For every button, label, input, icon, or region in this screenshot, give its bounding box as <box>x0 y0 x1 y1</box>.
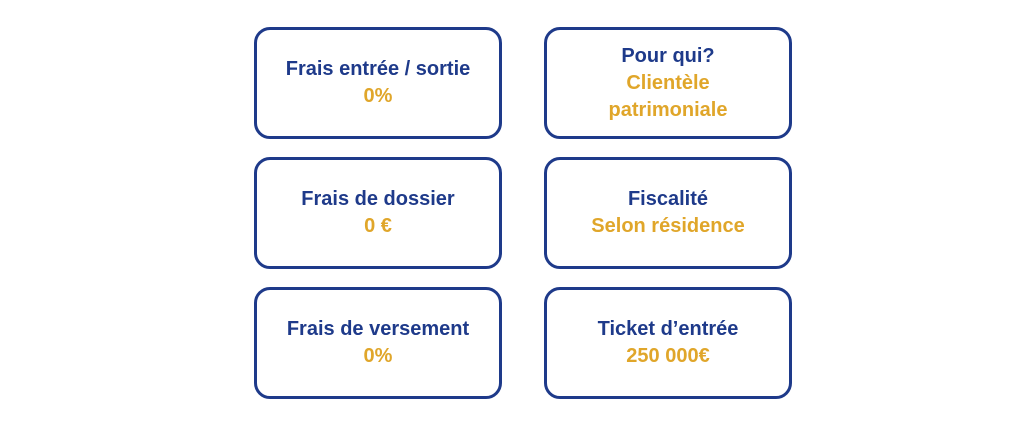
card-value-line-1: Clientèle <box>626 71 710 94</box>
card-file-fees <box>254 157 502 269</box>
card-payment-fees <box>254 287 502 399</box>
card-label: Fiscalité <box>627 188 709 210</box>
card-value: 0% <box>363 345 393 367</box>
card-label: Frais de dossier <box>301 188 455 210</box>
card-taxation <box>544 157 792 269</box>
card-entry-ticket <box>544 287 792 399</box>
card-label: Ticket d’entrée <box>597 318 739 340</box>
card-label: Frais entrée / sortie <box>285 58 471 80</box>
card-entry-exit-fees <box>254 27 502 139</box>
card-value: 0 € <box>364 215 392 237</box>
card-label: Pour qui? <box>621 44 715 67</box>
card-value: 250 000€ <box>626 345 710 367</box>
card-value: Selon résidence <box>591 215 745 237</box>
card-value-line-2: patrimoniale <box>608 98 728 121</box>
card-value: 0% <box>363 85 393 107</box>
card-label: Frais de versement <box>286 318 470 340</box>
card-target-clients <box>544 27 792 139</box>
